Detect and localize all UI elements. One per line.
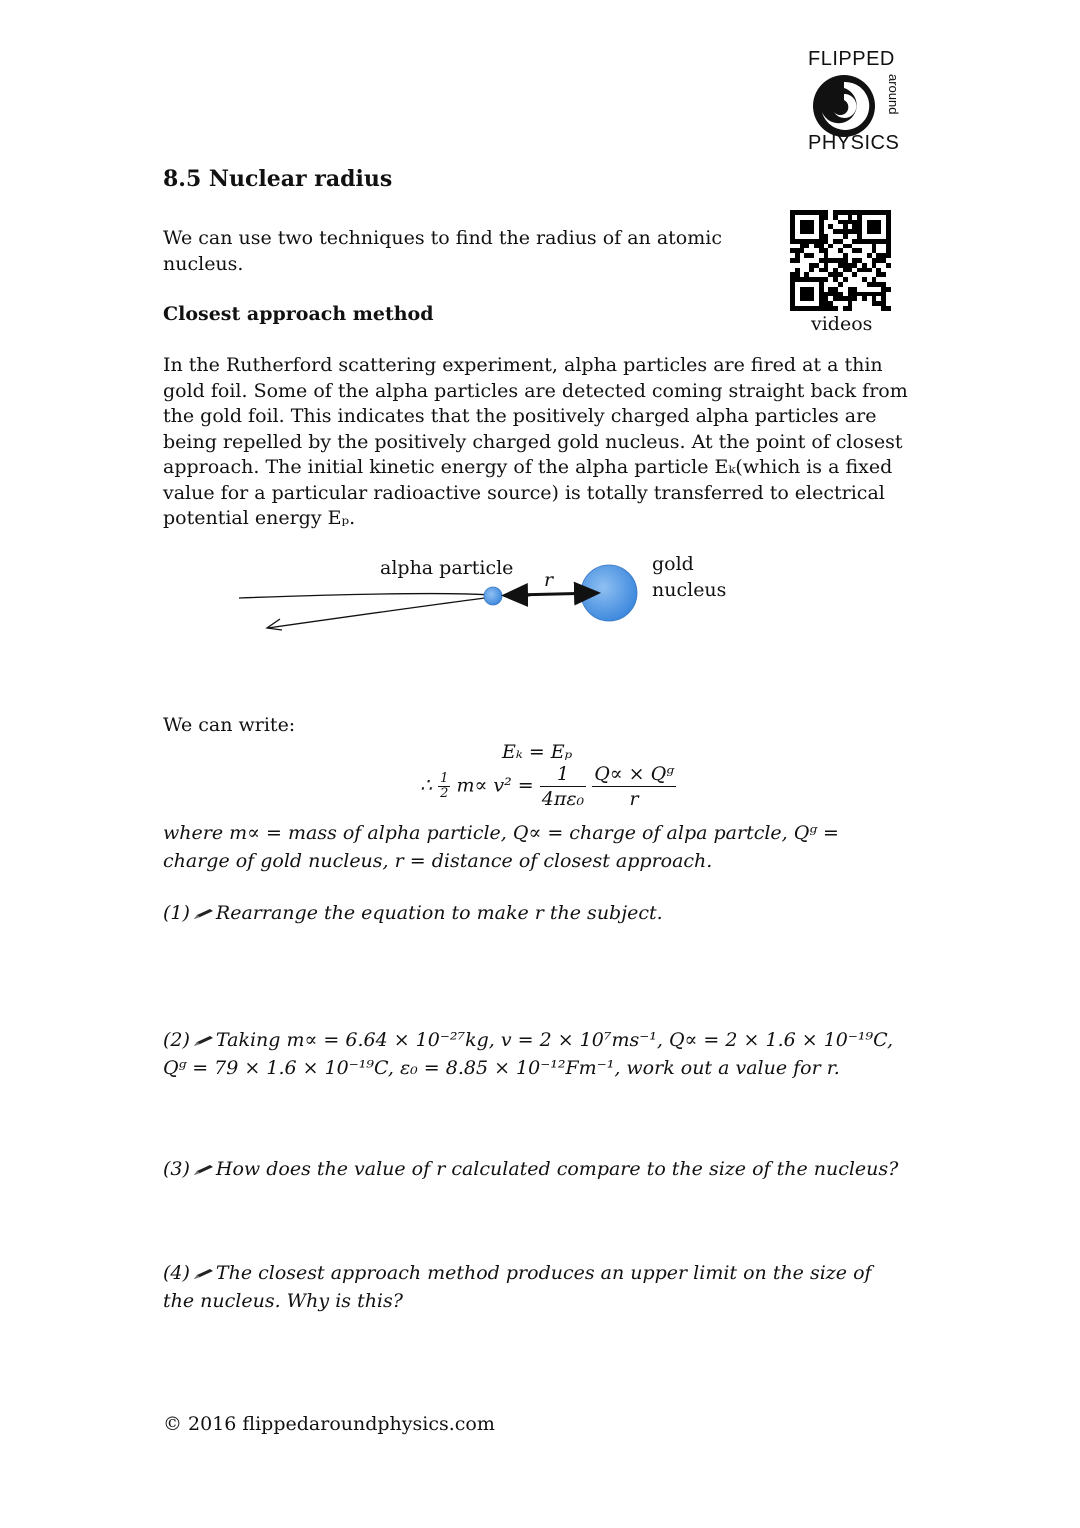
question-1: (1) Rearrange the equation to make r the subject. bbox=[163, 902, 663, 924]
gold-label-line2: nucleus bbox=[652, 579, 727, 601]
question-4: (4) The closest approach method produces an upper limit on the size of the nucleus. Why is this? bbox=[163, 1262, 872, 1312]
question-2: (2) Taking m∝ = 6.64 × 10⁻²⁷kg, v = 2 × 10⁷ms⁻¹, Q∝ = 2 × 1.6 × 10⁻¹⁹C, Qᵍ = 79 × 1.6 × 10⁻¹⁹C, ε₀ = 8.85 × 10⁻¹²Fm⁻¹, work out a value for r. bbox=[163, 1029, 894, 1079]
where-definition: where m∝ = mass of alpha particle, Q∝ = charge of alpa partcle, Qᵍ = charge of gold nucleus, r = distance of closest approach. bbox=[163, 822, 839, 872]
spiral-logo-icon bbox=[810, 72, 878, 140]
coulomb-constant-fraction: $\frac{1}{\text{4πε₀}}$ bbox=[541, 763, 585, 810]
logo-bottom-word: PHYSICS bbox=[808, 132, 900, 154]
section-title: 8.5 Nuclear radius bbox=[163, 166, 393, 192]
charge-fraction: $\frac{\text{Q∝ × Qᵍ}}{r}$ bbox=[594, 763, 674, 810]
pencil-icon bbox=[192, 908, 214, 920]
subheading: Closest approach method bbox=[163, 303, 434, 325]
logo bbox=[806, 48, 906, 156]
logo-top-word: FLIPPED bbox=[808, 48, 895, 70]
copyright-footer: © 2016 flippedaroundphysics.com bbox=[163, 1413, 495, 1435]
scattering-diagram bbox=[230, 555, 650, 640]
outgoing-path bbox=[268, 597, 493, 628]
question-3: (3) How does the value of r calculated compare to the size of the nucleus? bbox=[163, 1158, 899, 1180]
body-paragraph: In the Rutherford scattering experiment, alpha particles are fired at a thin gold foil. Some of the alpha particles are detected coming straight back from the gold foil. This indicates that the positively charged alpha particles are being repelled by the positively charged gold nucleus. At the point of closest approach. The initial kinetic energy of the alpha particle Eₖ(which is a fixed value for a particular radioactive source) is totally transferred to electrical potential energy Eₚ. bbox=[163, 354, 908, 529]
incoming-path bbox=[239, 594, 493, 598]
alpha-particle bbox=[484, 587, 502, 605]
distance-label: r bbox=[544, 569, 554, 591]
pencil-icon bbox=[192, 1268, 214, 1280]
we-can-write: We can write: bbox=[163, 714, 296, 736]
qr-code[interactable] bbox=[790, 210, 891, 311]
pencil-icon bbox=[192, 1164, 214, 1176]
equation-2: ∴ $\frac{1}{2}$ m∝ v² = $\frac{1}{\text{4πε₀}}$ $\frac{\text{Q∝ × Qᵍ}}{r}$ bbox=[420, 763, 674, 810]
qr-caption: videos bbox=[811, 313, 873, 335]
intro-text: We can use two techniques to find the radius of an atomic nucleus. bbox=[163, 227, 722, 275]
logo-side-word: around bbox=[886, 74, 901, 115]
alpha-particle-label: alpha particle bbox=[380, 557, 514, 579]
equation-1: Eₖ = Eₚ bbox=[502, 741, 573, 763]
half-fraction: $\frac{1}{2}$ bbox=[440, 771, 449, 801]
gold-label-line1: gold bbox=[652, 553, 694, 575]
pencil-icon bbox=[192, 1035, 214, 1047]
